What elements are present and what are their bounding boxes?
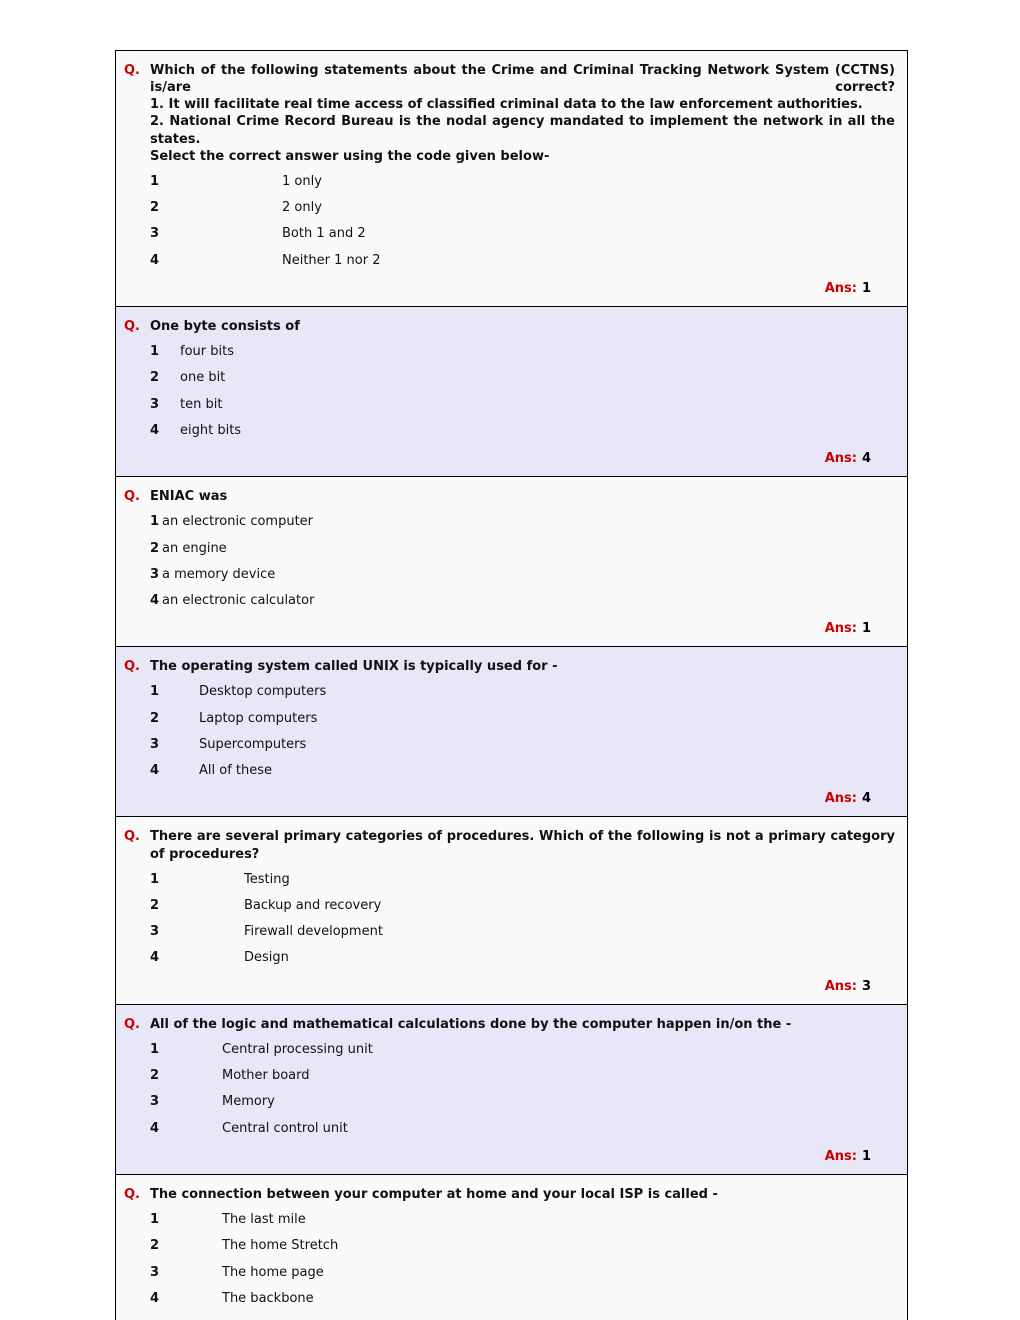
option-number: 2 bbox=[150, 1238, 160, 1254]
option-number: 3 bbox=[150, 924, 160, 940]
option-row bbox=[150, 950, 895, 966]
option-row bbox=[150, 397, 895, 413]
question-paragraph: ENIAC was bbox=[150, 489, 228, 505]
option-label: The home Stretch bbox=[222, 1238, 339, 1254]
option-number: 2 bbox=[150, 897, 160, 913]
answer-row bbox=[124, 619, 895, 640]
option-label: 2 only bbox=[282, 200, 322, 216]
option-number: 2 bbox=[150, 370, 160, 386]
question-block bbox=[116, 51, 907, 307]
option-label: Desktop computers bbox=[199, 684, 327, 700]
option-number: 3 bbox=[150, 1094, 160, 1110]
answer-label: Ans: bbox=[824, 1148, 857, 1164]
answer-value: 1 bbox=[861, 621, 871, 637]
option-number: 1 bbox=[150, 344, 160, 360]
option-number: 4 bbox=[150, 763, 160, 779]
question-row bbox=[124, 318, 895, 335]
question-text bbox=[150, 1186, 895, 1203]
option-row bbox=[150, 1212, 895, 1228]
question-block bbox=[116, 307, 907, 477]
option-number: 1 bbox=[150, 514, 160, 530]
option-label: Central control unit bbox=[222, 1120, 348, 1136]
option-number: 3 bbox=[150, 566, 160, 582]
option-number: 1 bbox=[150, 173, 160, 189]
quiz-container bbox=[115, 50, 908, 1320]
option-label: eight bits bbox=[180, 422, 242, 438]
options-list bbox=[150, 344, 895, 439]
option-row bbox=[150, 567, 895, 583]
option-label: an engine bbox=[162, 540, 227, 556]
option-number: 4 bbox=[150, 950, 160, 966]
option-number: 4 bbox=[150, 1290, 160, 1306]
answer-value: 3 bbox=[861, 978, 871, 994]
option-label: a memory device bbox=[162, 566, 276, 582]
option-number: 3 bbox=[150, 736, 160, 752]
options-list bbox=[150, 684, 895, 779]
option-row bbox=[150, 593, 895, 609]
option-label: Supercomputers bbox=[199, 736, 307, 752]
answer-label: Ans: bbox=[824, 280, 857, 296]
question-text bbox=[150, 62, 895, 165]
option-row bbox=[150, 1068, 895, 1084]
option-row bbox=[150, 1042, 895, 1058]
option-row bbox=[150, 684, 895, 700]
question-paragraph: Which of the following statements about the Crime and Criminal Tracking Network System (CCTNS) is/are correct? bbox=[150, 63, 895, 96]
question-row bbox=[124, 828, 895, 862]
question-text bbox=[150, 1016, 895, 1033]
question-text bbox=[150, 488, 895, 505]
option-label: Both 1 and 2 bbox=[282, 226, 366, 242]
question-text bbox=[150, 828, 895, 862]
option-label: Memory bbox=[222, 1094, 275, 1110]
option-label: Mother board bbox=[222, 1068, 310, 1084]
question-row bbox=[124, 1016, 895, 1033]
answer-value: 1 bbox=[861, 1148, 871, 1164]
option-row bbox=[150, 1121, 895, 1137]
option-label: Laptop computers bbox=[199, 710, 318, 726]
question-block bbox=[116, 1175, 907, 1320]
options-list bbox=[150, 174, 895, 269]
option-label: one bit bbox=[180, 370, 226, 386]
answer-value: 4 bbox=[861, 791, 871, 807]
answer-value: 1 bbox=[861, 280, 871, 296]
option-row bbox=[150, 174, 895, 190]
question-block bbox=[116, 477, 907, 647]
option-label: Backup and recovery bbox=[244, 897, 382, 913]
option-label: an electronic calculator bbox=[162, 593, 315, 608]
option-row bbox=[150, 898, 895, 914]
question-marker: Q. bbox=[124, 659, 140, 675]
option-row bbox=[150, 1291, 895, 1307]
option-row bbox=[150, 541, 895, 557]
question-row bbox=[124, 1186, 895, 1203]
option-number: 1 bbox=[150, 871, 160, 887]
answer-row bbox=[124, 449, 895, 470]
option-label: The backbone bbox=[222, 1290, 314, 1306]
option-row bbox=[150, 344, 895, 360]
question-block bbox=[116, 817, 907, 1004]
answer-value: 4 bbox=[861, 451, 871, 467]
question-paragraph: The connection between your computer at home and your local ISP is called - bbox=[150, 1186, 718, 1202]
option-number: 2 bbox=[150, 1068, 160, 1084]
option-number: 3 bbox=[150, 396, 160, 412]
option-label: Central processing unit bbox=[222, 1041, 373, 1057]
question-row bbox=[124, 488, 895, 505]
answer-row bbox=[124, 279, 895, 300]
question-marker: Q. bbox=[124, 63, 140, 78]
answer-label: Ans: bbox=[824, 978, 857, 994]
option-label: The last mile bbox=[222, 1212, 306, 1228]
option-number: 2 bbox=[150, 200, 160, 216]
option-label: four bits bbox=[180, 344, 234, 360]
option-row bbox=[150, 711, 895, 727]
option-number: 4 bbox=[150, 593, 160, 608]
answer-row bbox=[124, 977, 895, 998]
option-row bbox=[150, 200, 895, 216]
option-number: 2 bbox=[150, 710, 160, 726]
question-block bbox=[116, 1005, 907, 1175]
option-label: All of these bbox=[199, 763, 273, 779]
question-marker: Q. bbox=[124, 1016, 140, 1032]
option-row bbox=[150, 1265, 895, 1281]
question-paragraph: All of the logic and mathematical calculations done by the computer happen in/on the - bbox=[150, 1016, 792, 1032]
option-label: Neither 1 nor 2 bbox=[282, 252, 381, 268]
option-number: 1 bbox=[150, 1041, 160, 1057]
answer-label: Ans: bbox=[824, 451, 857, 467]
question-paragraph: There are several primary categories of procedures. Which of the following is not a primary category of procedures? bbox=[150, 829, 895, 862]
question-paragraph: The operating system called UNIX is typically used for - bbox=[150, 659, 558, 675]
option-row bbox=[150, 872, 895, 888]
options-list bbox=[150, 514, 895, 609]
option-label: Firewall development bbox=[244, 924, 383, 940]
question-text bbox=[150, 658, 895, 675]
question-paragraph: Select the correct answer using the code given below- bbox=[150, 148, 550, 164]
option-row bbox=[150, 924, 895, 940]
question-paragraph: 1. It will facilitate real time access of classified criminal data to the law enforcement authorities. bbox=[150, 97, 863, 113]
option-row bbox=[150, 226, 895, 242]
option-row bbox=[150, 763, 895, 779]
answer-label: Ans: bbox=[824, 791, 857, 807]
answer-row bbox=[124, 789, 895, 810]
option-row bbox=[150, 370, 895, 386]
question-marker: Q. bbox=[124, 1186, 140, 1202]
option-label: Testing bbox=[244, 871, 290, 887]
question-text bbox=[150, 318, 895, 335]
question-paragraph: One byte consists of bbox=[150, 318, 300, 334]
question-paragraph: 2. National Crime Record Bureau is the nodal agency mandated to implement the network in all the states. bbox=[150, 114, 895, 147]
option-number: 1 bbox=[150, 684, 160, 700]
option-number: 4 bbox=[150, 422, 160, 438]
option-row bbox=[150, 253, 895, 269]
question-marker: Q. bbox=[124, 829, 140, 845]
option-label: 1 only bbox=[282, 173, 322, 189]
question-marker: Q. bbox=[124, 489, 140, 505]
answer-row bbox=[124, 1147, 895, 1168]
question-row bbox=[124, 658, 895, 675]
options-list bbox=[150, 1042, 895, 1137]
option-number: 2 bbox=[150, 540, 160, 556]
answer-label: Ans: bbox=[824, 621, 857, 637]
question-row bbox=[124, 62, 895, 165]
options-list bbox=[150, 1212, 895, 1307]
options-list bbox=[150, 872, 895, 967]
option-row bbox=[150, 423, 895, 439]
option-label: an electronic computer bbox=[162, 514, 314, 530]
option-label: The home page bbox=[222, 1264, 324, 1280]
option-number: 4 bbox=[150, 252, 160, 268]
option-row bbox=[150, 737, 895, 753]
option-row bbox=[150, 1094, 895, 1110]
option-row bbox=[150, 514, 895, 530]
option-number: 4 bbox=[150, 1120, 160, 1136]
question-block bbox=[116, 647, 907, 817]
question-marker: Q. bbox=[124, 318, 140, 334]
option-label: ten bit bbox=[180, 396, 223, 412]
option-number: 3 bbox=[150, 226, 160, 242]
option-label: Design bbox=[244, 950, 289, 966]
option-number: 3 bbox=[150, 1264, 160, 1280]
option-row bbox=[150, 1238, 895, 1254]
option-number: 1 bbox=[150, 1212, 160, 1228]
